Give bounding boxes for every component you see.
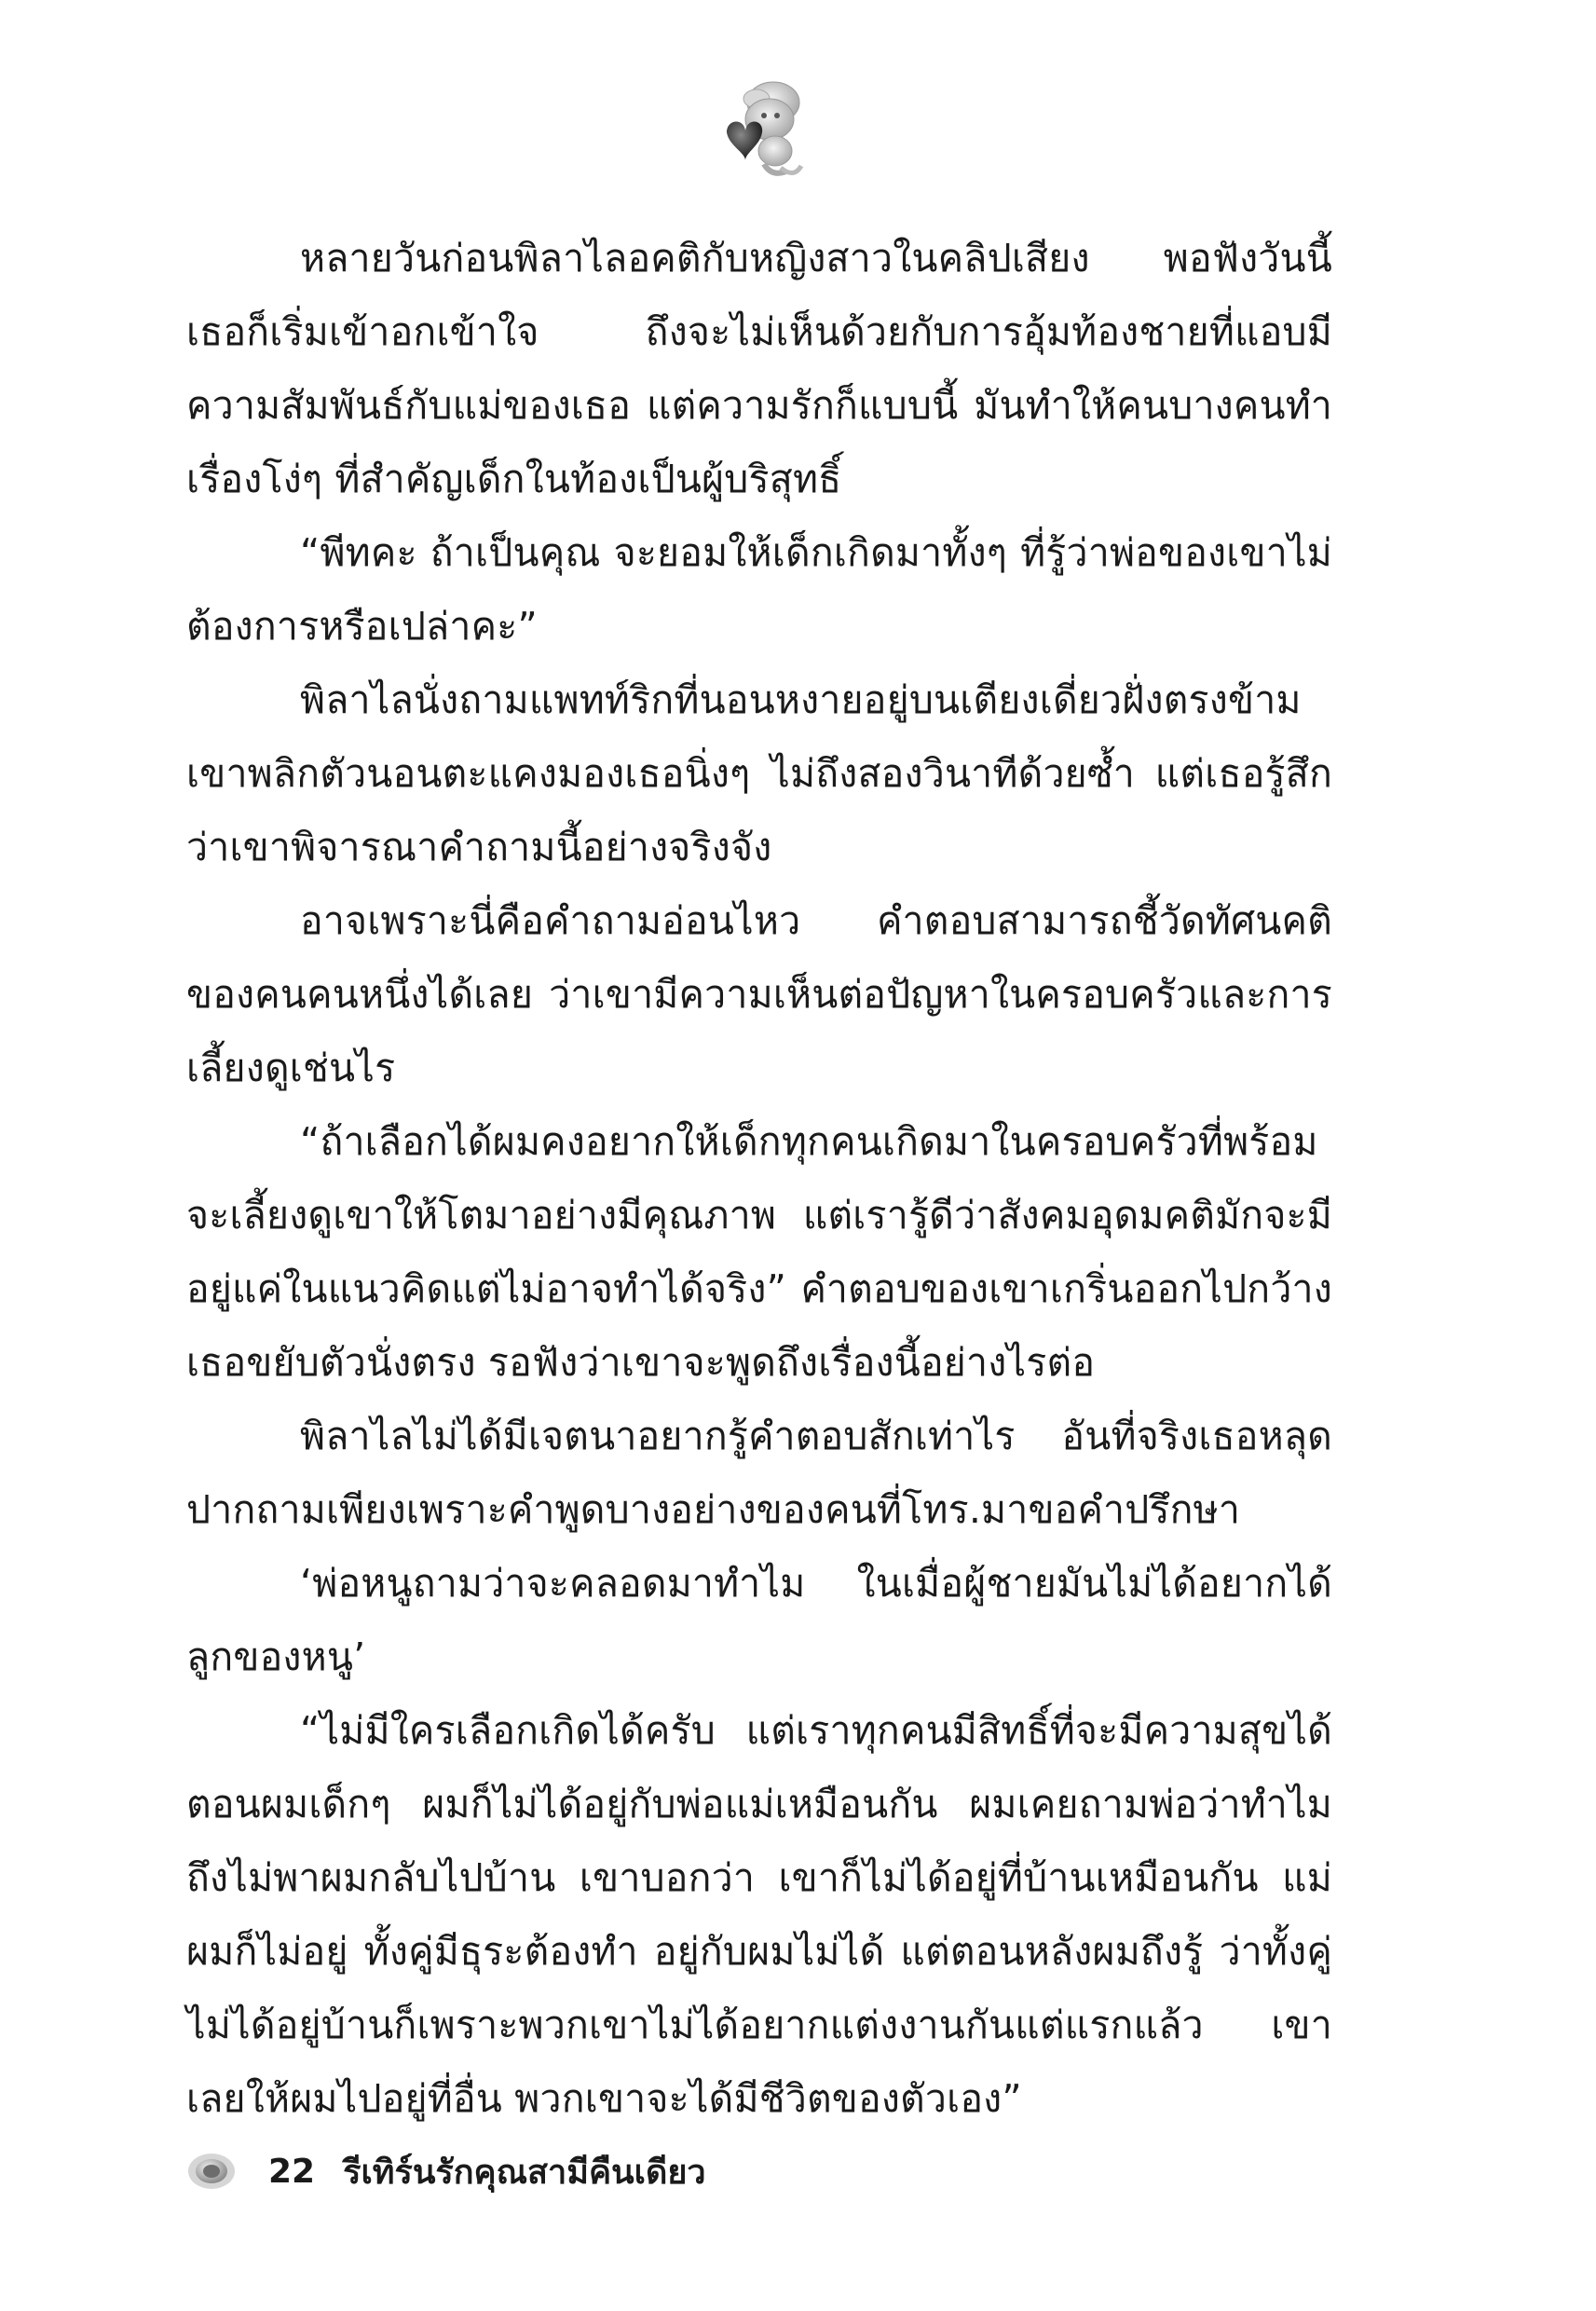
paragraph: พิลาไลไม่ได้มีเจตนาอยากรู้คำตอบสักเท่าไร อันที่จริงเธอหลุดปากถามเพียงเพราะคำพูดบางอย่างของคนที่โทร.มาขอคำปรึกษา xyxy=(186,1414,1332,1532)
page-number: 22 xyxy=(268,2152,316,2191)
paragraph: “ถ้าเลือกได้ผมคงอยากให้เด็กทุกคนเกิดมาในครอบครัวที่พร้อมจะเลี้ยงดูเขาให้โตมาอย่างมีคุณภาพ แต่เรารู้ดีว่าสังคมอุดมคติมักจะมีอยู่แค่ในแนวคิดแต่ไม่อาจทำได้จริง” คำตอบของเขาเกริ่นออกไปกว้าง เธอขยับตัวนั่งตรง รอฟังว่าเขาจะพูดถึงเรื่องนี้อย่างไรต่อ xyxy=(186,1119,1332,1385)
page-footer xyxy=(186,2143,706,2199)
paragraph: พิลาไลนั่งถามแพทท์ริกที่นอนหงายอยู่บนเตียงเดี่ยวฝั่งตรงข้าม เขาพลิกตัวนอนตะแคงมองเธอนิ่งๆ ไม่ถึงสองวินาทีด้วยซ้ำ แต่เธอรู้สึกว่าเขาพิจารณาคำถามนี้อย่างจริงจัง xyxy=(186,677,1332,869)
cupid-heart-ornament xyxy=(708,75,811,186)
paragraph: “ไม่มีใครเลือกเกิดได้ครับ แต่เราทุกคนมีสิทธิ์ที่จะมีความสุขได้ ตอนผมเด็กๆ ผมก็ไม่ได้อยู่กับพ่อแม่เหมือนกัน ผมเคยถามพ่อว่าทำไมถึงไม่พาผมกลับไปบ้าน เขาบอกว่า เขาก็ไม่ได้อยู่ที่บ้านเหมือนกัน แม่ผมก็ไม่อยู่ ทั้งคู่มีธุระต้องทำ อยู่กับผมไม่ได้ แต่ตอนหลังผมถึงรู้ ว่าทั้งคู่ไม่ได้อยู่บ้านก็เพราะพวกเขาไม่ได้อยากแต่งงานกันแต่แรกแล้ว เขาเลยให้ผมไปอยู่ที่อื่น พวกเขาจะได้มีชีวิตของตัวเอง” xyxy=(186,1708,1332,2121)
paragraph: อาจเพราะนี่คือคำถามอ่อนไหว คำตอบสามารถชี้วัดทัศนคติของคนคนหนึ่งได้เลย ว่าเขามีความเห็นต่อปัญหาในครอบครัวและการเลี้ยงดูเช่นไร xyxy=(186,898,1332,1090)
book-title: รีเทิร์นรักคุณสามีคืนเดียว xyxy=(343,2153,706,2192)
paragraph: ‘พ่อหนูถามว่าจะคลอดมาทำไม ในเมื่อผู้ชายมันไม่ได้อยากได้ลูกของหนู’ xyxy=(186,1561,1332,1679)
flower-bullet-icon xyxy=(186,2151,237,2192)
paragraph: “พีทคะ ถ้าเป็นคุณ จะยอมให้เด็กเกิดมาทั้งๆ ที่รู้ว่าพ่อของเขาไม่ต้องการหรือเปล่าคะ” xyxy=(186,530,1332,649)
chapter-body xyxy=(186,222,1332,2136)
paragraph: หลายวันก่อนพิลาไลอคติกับหญิงสาวในคลิปเสียง พอฟังวันนี้ เธอก็เริ่มเข้าอกเข้าใจ ถึงจะไม่เห็นด้วยกับการอุ้มท้องชายที่แอบมีความสัมพันธ์กับแม่ของเธอ แต่ความรักก็แบบนี้ มันทำให้คนบางคนทำเรื่องโง่ๆ ที่สำคัญเด็กในท้องเป็นผู้บริสุทธิ์ xyxy=(186,236,1332,501)
